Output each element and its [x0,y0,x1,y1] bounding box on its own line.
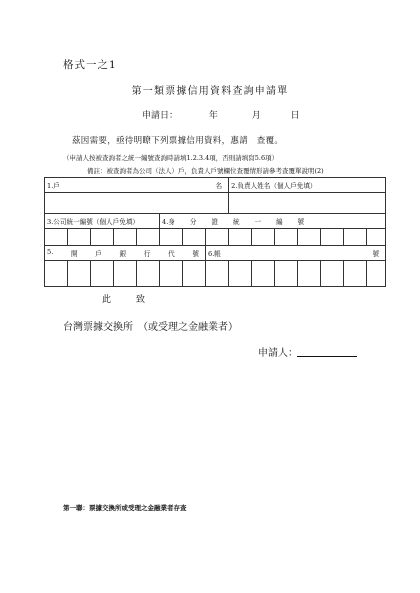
id-digit-cell[interactable] [68,229,91,246]
bank-code-cell[interactable] [137,261,160,287]
closing-phrase: 此 致 [102,295,154,305]
account-number-cell[interactable] [367,261,386,287]
account-number-cell[interactable] [252,261,275,287]
responsible-person-field[interactable] [229,193,386,214]
bank-code-cell[interactable] [45,261,68,287]
day-label: 日 [290,111,300,121]
responsible-person-label: 2.負責人姓名（個人戶免填） [229,178,386,193]
year-label: 年 [208,111,218,121]
account-number-cell[interactable] [275,261,298,287]
id-digit-cell[interactable] [160,229,183,246]
bank-code-cell[interactable] [160,261,183,287]
id-digit-cell[interactable] [45,229,68,246]
account-number-cell[interactable] [321,261,344,287]
application-date-line [142,108,300,121]
id-digit-cell[interactable] [114,229,137,246]
id-digit-cell[interactable] [275,229,298,246]
form-title: 第一類票據信用資料查詢申請單 [131,86,289,97]
id-digit-cell[interactable] [367,229,386,246]
bank-code-label: 5. 開 戶 銀 行 代 號 [45,246,206,261]
format-label: 格式一之1 [63,59,117,71]
bank-code-cell[interactable] [114,261,137,287]
id-digit-cell[interactable] [229,229,252,246]
account-number-cell[interactable] [206,261,229,287]
signature-line[interactable] [297,356,357,357]
account-number-label: 6.帳 號 [206,246,386,261]
id-digit-cell[interactable] [91,229,114,246]
query-form-table [44,177,386,287]
applicant-label: 申請人： [258,348,298,359]
bank-code-cell[interactable] [91,261,114,287]
instruction-note: （申請人按被查詢者之統一編號查詢時請填1.2.3.4項，否則請填寫5.6項） [63,154,279,162]
intro-text: 茲因需要，亟待明瞭下列票據信用資料，惠請 查覆。 [72,136,284,146]
account-number-cell[interactable] [344,261,367,287]
id-digit-cell[interactable] [298,229,321,246]
date-label: 申請日： [142,111,179,121]
id-digit-cell[interactable] [321,229,344,246]
bank-code-cell[interactable] [183,261,206,287]
account-name-label: 1.戶 名 [45,178,229,193]
month-label: 月 [251,111,261,121]
company-id-label: 3.公司統一編號（個人戶免填） [45,214,160,229]
remark-note: 備註：被查詢者為公司（法人）戶，負責人戶號欄位查覆情形請參考查覆單說明(2) [87,167,324,175]
id-digit-cell[interactable] [183,229,206,246]
id-digit-cell[interactable] [344,229,367,246]
id-digit-cell[interactable] [252,229,275,246]
personal-id-label: 4.身 分 證 統 一 編 號 [160,214,386,229]
account-number-cell[interactable] [298,261,321,287]
account-name-field[interactable] [45,193,229,214]
recipient: 台灣票據交換所 （或受理之金融業者） [63,322,238,333]
bank-code-cell[interactable] [68,261,91,287]
footer-copy-note: 第一聯：票據交換所或受理之金融業者存查 [63,504,187,512]
id-digit-cell[interactable] [137,229,160,246]
account-number-cell[interactable] [229,261,252,287]
id-digit-cell[interactable] [206,229,229,246]
